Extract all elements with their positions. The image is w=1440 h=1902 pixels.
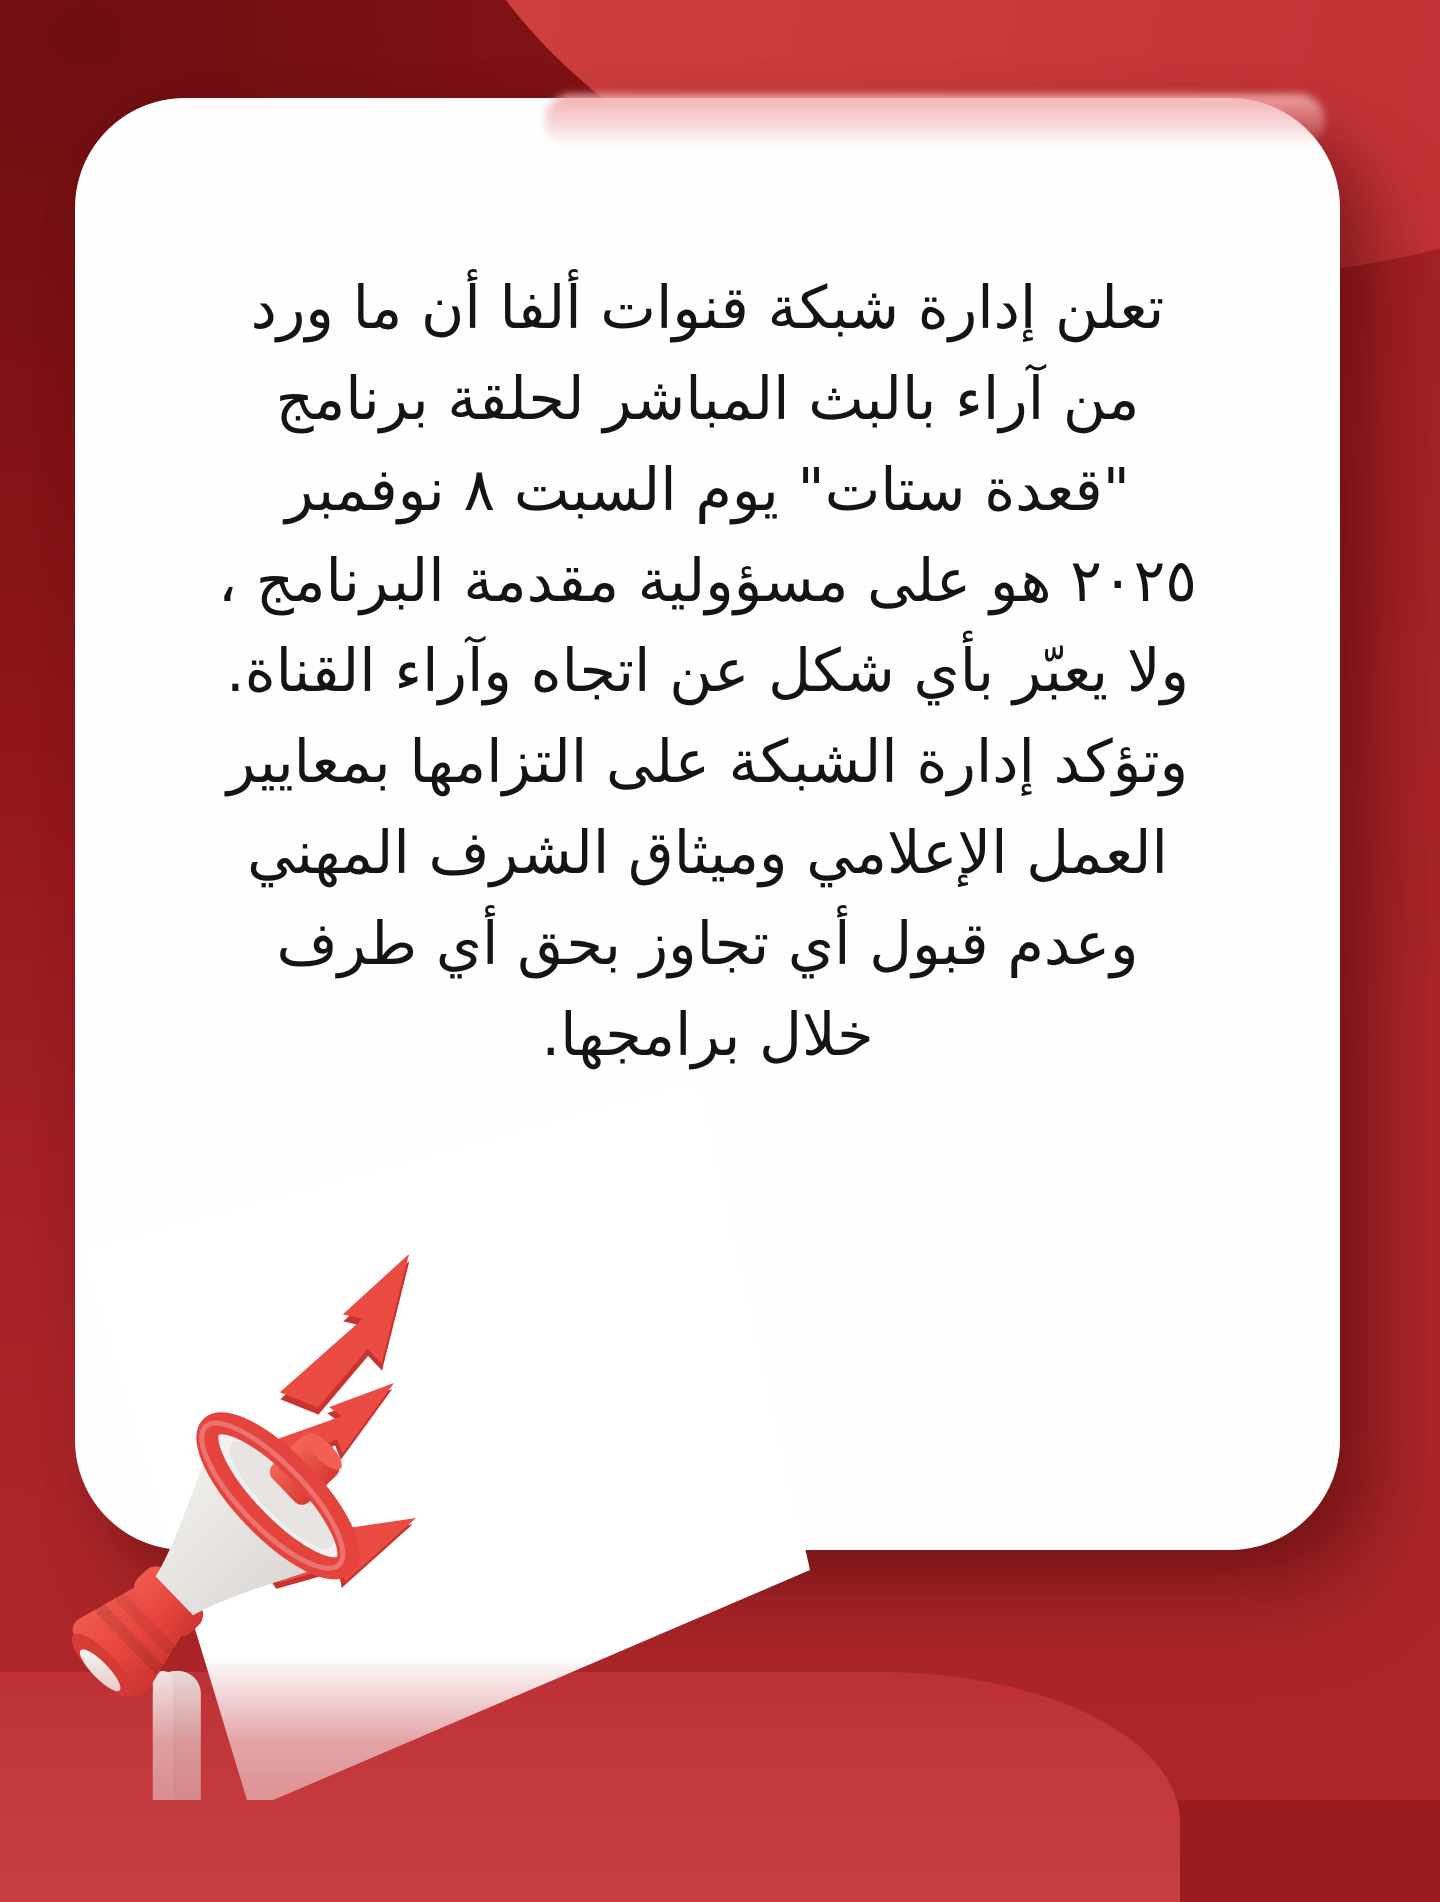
statement-line: وعدم قبول أي تجاوز بحق أي طرف xyxy=(276,909,1139,979)
statement-line: ولا يعبّر بأي شكل عن اتجاه وآراء القناة. xyxy=(225,636,1189,706)
megaphone-photo xyxy=(0,1080,820,1800)
statement-line: وتؤكد إدارة الشبكة على التزامها بمعايير xyxy=(226,727,1189,797)
statement-line: خلال برامجها. xyxy=(541,999,874,1069)
statement-text xyxy=(105,263,1310,1081)
statement-line: "قعدة ستات" يوم السبت ٨ نوفمبر xyxy=(285,454,1130,524)
card-top-pink-highlight xyxy=(545,94,1325,148)
statement-line: ٢٠٢٥ هو على مسؤولية مقدمة البرنامج ، xyxy=(218,545,1197,615)
statement-line: من آراء بالبث المباشر لحلقة برنامج xyxy=(275,363,1140,433)
statement-line: العمل الإعلامي وميثاق الشرف المهني xyxy=(247,818,1168,888)
statement-line: تعلن إدارة شبكة قنوات ألفا أن ما ورد xyxy=(250,273,1165,342)
